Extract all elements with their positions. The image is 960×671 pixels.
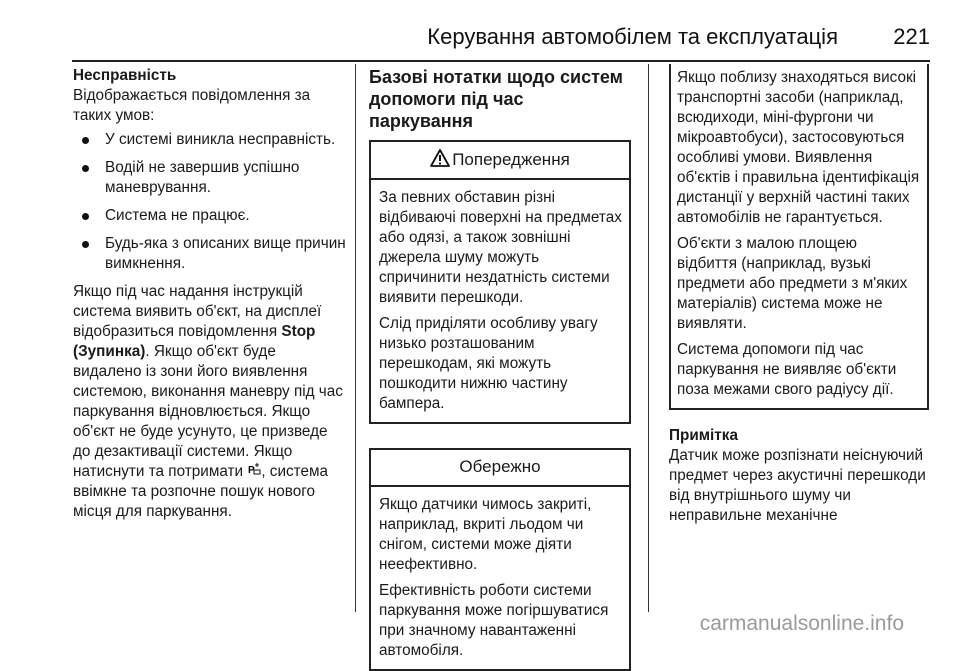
stop-label: Stop (Зупинка) — [73, 323, 316, 360]
list-item: Система не працює. — [73, 206, 348, 226]
warning-icon — [430, 149, 450, 167]
note-text: Датчик може розпізнати неіснуючий предмет через акустичні перешкоди від внутрішнього шуму чи неправильне механічне — [669, 447, 926, 524]
parking-assist-icon — [247, 462, 261, 482]
warning-paragraph: За певних обставин різні відбиваючі поверхні на предметах або одязі, а також зовнішні джерела шуму можуть спричинити нездатність системи виявити перешкоди. — [379, 189, 622, 306]
conditions-list — [73, 130, 348, 274]
warning-box-header — [371, 142, 629, 180]
list-item: Будь-яка з описаних вище причин вимкнення. — [73, 234, 348, 274]
warning-title: Попередження — [452, 150, 570, 169]
caution-paragraph: Ефективність роботи системи паркування може погіршуватися при значному навантаженні автомобіля. — [379, 582, 609, 659]
column-middle — [369, 66, 631, 671]
section-heading-basics: Базові нотатки щодо систем допомоги під час паркування — [369, 67, 623, 131]
column-right — [669, 64, 929, 526]
intro-text: Відображається повідомлення за таких умов: — [73, 87, 311, 124]
watermark: carmanualsonline.info — [699, 612, 904, 635]
page-header — [72, 20, 930, 60]
page-title: Керування автомобілем та експлуатація — [427, 24, 838, 49]
caution-paragraph: Система допомоги під час паркування не виявляє об'єкти поза межами свого радіусу дії. — [677, 341, 897, 398]
body-paragraph: Якщо під час надання інструкцій система виявить об'єкт, на дисплеї відобразиться повідомлення Stop (Зупинка). Якщо об'єкт буде видалено із зони його виявлення системою, виконання маневру під час паркування відновлюється. Якщо об'єкт не буде усунуто, це призведе до дезактивації системи. Якщо натиснути та потримати P , система ввімкне та розпочне пошук нового місця для паркування. — [73, 283, 343, 520]
warning-paragraph: Слід приділяти особливу увагу низько розташованим перешкодам, які можуть пошкодити нижню частину бампера. — [379, 315, 598, 412]
caution-box — [369, 448, 631, 671]
header-divider — [72, 60, 930, 62]
column-divider — [648, 64, 649, 612]
warning-box — [369, 140, 631, 424]
caution-paragraph: Якщо поблизу знаходяться високі транспортні засоби (наприклад, всюдиходи, міні-фургони чи мікроавтобуси), застосовуються особливі умови. Виявлення об'єктів і правильна ідентифікація дистанції у верхній частині таких автомобілів не гарантується. — [677, 69, 920, 226]
caution-paragraph: Якщо датчики чимось закриті, наприклад, вкриті льодом чи снігом, системи може діяти неефективно. — [379, 496, 592, 573]
continued-caution-box — [669, 64, 929, 410]
column-divider — [355, 64, 356, 612]
list-item: Водій не завершив успішно маневрування. — [73, 158, 348, 198]
list-item: У системі виникла несправність. — [73, 130, 348, 150]
page-number: 221 — [893, 24, 930, 49]
section-heading-fault: Несправність — [73, 67, 177, 84]
caution-paragraph: Об'єкти з малою площею відбиття (наприклад, вузькі предмети або предмети з м'яких матеріалів) система може не виявляти. — [677, 235, 908, 332]
caution-box-header: Обережно — [371, 450, 629, 487]
column-left — [73, 66, 348, 528]
svg-text:P: P — [248, 465, 255, 476]
note-heading: Примітка — [669, 427, 738, 444]
